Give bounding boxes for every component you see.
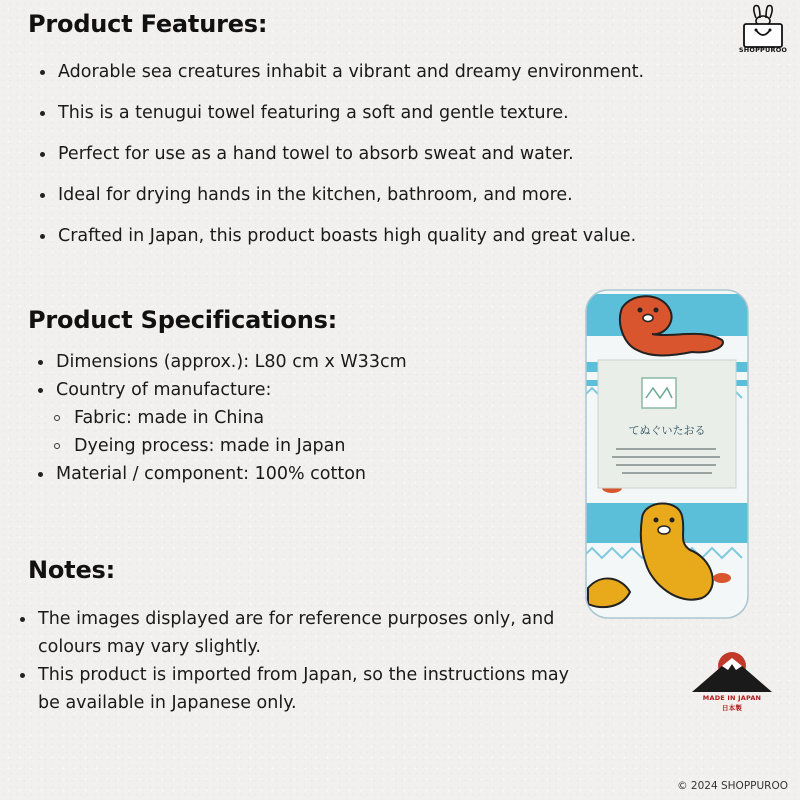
spec-dyeing: Dyeing process: made in Japan bbox=[38, 434, 558, 459]
features-heading: Product Features: bbox=[28, 10, 268, 38]
product-label: てぬぐいたおる bbox=[628, 424, 706, 437]
made-in-japan-jp-label: 日本製 bbox=[721, 704, 743, 712]
spec-country: Country of manufacture: bbox=[38, 378, 558, 403]
copyright: © 2024 SHOPPUROO bbox=[677, 780, 788, 792]
list-item: This product is imported from Japan, so the instructions may be available in Japanese only. bbox=[20, 661, 580, 717]
notes-list bbox=[20, 605, 580, 717]
list-item: Adorable sea creatures inhabit a vibrant and dreamy environment. bbox=[40, 60, 780, 84]
spec-fabric: Fabric: made in China bbox=[38, 406, 558, 431]
brand-name: SHOPPUROO bbox=[738, 46, 788, 54]
list-item: Crafted in Japan, this product boasts high quality and great value. bbox=[40, 224, 780, 248]
specs-list bbox=[38, 350, 558, 490]
list-item: The images displayed are for reference purposes only, and colours may vary slightly. bbox=[20, 605, 580, 661]
list-item: Perfect for use as a hand towel to absorb sweat and water. bbox=[40, 142, 780, 166]
brand-logo bbox=[736, 4, 790, 60]
specs-heading: Product Specifications: bbox=[28, 306, 338, 334]
spec-dimensions: Dimensions (approx.): L80 cm x W33cm bbox=[38, 350, 558, 375]
notes-heading: Notes: bbox=[28, 556, 116, 584]
mount-fuji-icon bbox=[688, 648, 776, 694]
bunny-bag-icon bbox=[736, 4, 790, 48]
features-list bbox=[40, 60, 780, 265]
list-item: Ideal for drying hands in the kitchen, bathroom, and more. bbox=[40, 183, 780, 207]
list-item: This is a tenugui towel featuring a soft and gentle texture. bbox=[40, 101, 780, 125]
made-in-japan-label: MADE IN JAPAN bbox=[702, 694, 762, 702]
product-image bbox=[582, 288, 752, 620]
tenugui-towel-photo bbox=[582, 288, 752, 620]
made-in-japan-badge bbox=[688, 648, 776, 720]
spec-material: Material / component: 100% cotton bbox=[38, 462, 558, 487]
